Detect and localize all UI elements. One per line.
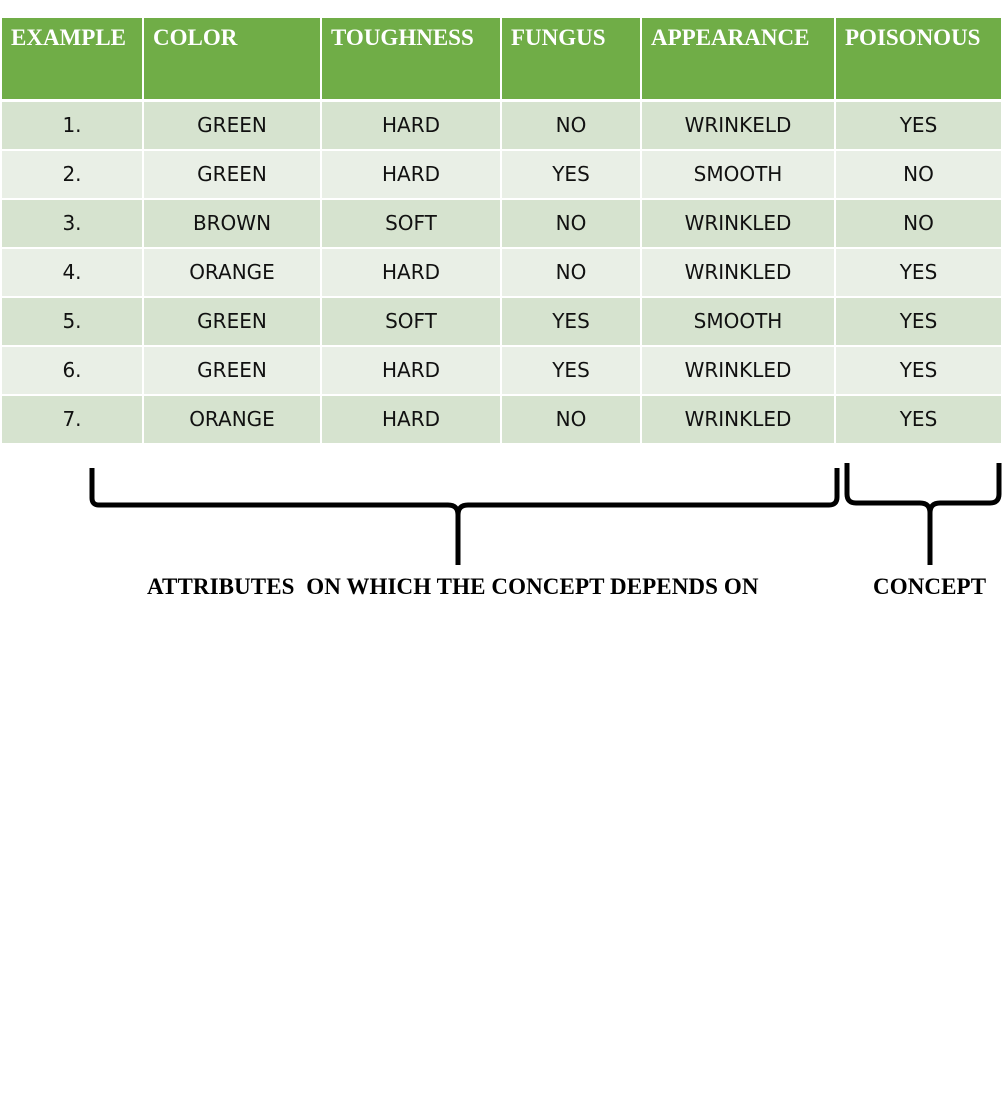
cell-toughness: HARD (321, 346, 501, 395)
cell-fungus: YES (501, 297, 641, 346)
table-row (2, 248, 1001, 297)
cell-appearance: WRINKLED (641, 395, 835, 444)
cell-color: BROWN (143, 199, 321, 248)
cell-appearance: WRINKLED (641, 248, 835, 297)
cell-fungus: YES (501, 150, 641, 199)
cell-toughness: SOFT (321, 199, 501, 248)
cell-color: ORANGE (143, 395, 321, 444)
cell-appearance: SMOOTH (641, 150, 835, 199)
table-row (2, 346, 1001, 395)
cell-toughness: HARD (321, 100, 501, 150)
concept-brace (847, 463, 999, 565)
cell-color: GREEN (143, 297, 321, 346)
cell-color: GREEN (143, 150, 321, 199)
cell-poisonous: YES (835, 100, 1001, 150)
cell-appearance: WRINKELD (641, 100, 835, 150)
header-example: EXAMPLE (2, 18, 143, 100)
cell-poisonous: YES (835, 297, 1001, 346)
header-color: COLOR (143, 18, 321, 100)
cell-example: 6. (2, 346, 143, 395)
table-row (2, 150, 1001, 199)
cell-poisonous: YES (835, 248, 1001, 297)
header-poisonous: POISONOUS (835, 18, 1001, 100)
cell-fungus: NO (501, 100, 641, 150)
cell-example: 2. (2, 150, 143, 199)
attributes-brace (92, 468, 837, 565)
header-fungus: FUNGUS (501, 18, 641, 100)
header-appearance: APPEARANCE (641, 18, 835, 100)
cell-fungus: NO (501, 199, 641, 248)
concept-caption: CONCEPT (873, 574, 987, 599)
cell-toughness: SOFT (321, 297, 501, 346)
cell-appearance: WRINKLED (641, 346, 835, 395)
cell-color: GREEN (143, 100, 321, 150)
cell-example: 5. (2, 297, 143, 346)
table-row (2, 100, 1001, 150)
table-row (2, 297, 1001, 346)
cell-toughness: HARD (321, 248, 501, 297)
cell-appearance: SMOOTH (641, 297, 835, 346)
mushroom-examples-table (2, 18, 1001, 445)
cell-toughness: HARD (321, 395, 501, 444)
table-row (2, 395, 1001, 444)
cell-appearance: WRINKLED (641, 199, 835, 248)
cell-poisonous: NO (835, 150, 1001, 199)
cell-example: 7. (2, 395, 143, 444)
table-header-row (2, 18, 1001, 100)
attributes-caption: ATTRIBUTES ON WHICH THE CONCEPT DEPENDS ON (147, 574, 759, 599)
cell-fungus: NO (501, 395, 641, 444)
header-toughness: TOUGHNESS (321, 18, 501, 100)
cell-color: ORANGE (143, 248, 321, 297)
cell-fungus: NO (501, 248, 641, 297)
cell-poisonous: YES (835, 346, 1001, 395)
cell-fungus: YES (501, 346, 641, 395)
cell-poisonous: YES (835, 395, 1001, 444)
cell-example: 4. (2, 248, 143, 297)
cell-example: 1. (2, 100, 143, 150)
cell-poisonous: NO (835, 199, 1001, 248)
table-row (2, 199, 1001, 248)
cell-example: 3. (2, 199, 143, 248)
cell-color: GREEN (143, 346, 321, 395)
cell-toughness: HARD (321, 150, 501, 199)
